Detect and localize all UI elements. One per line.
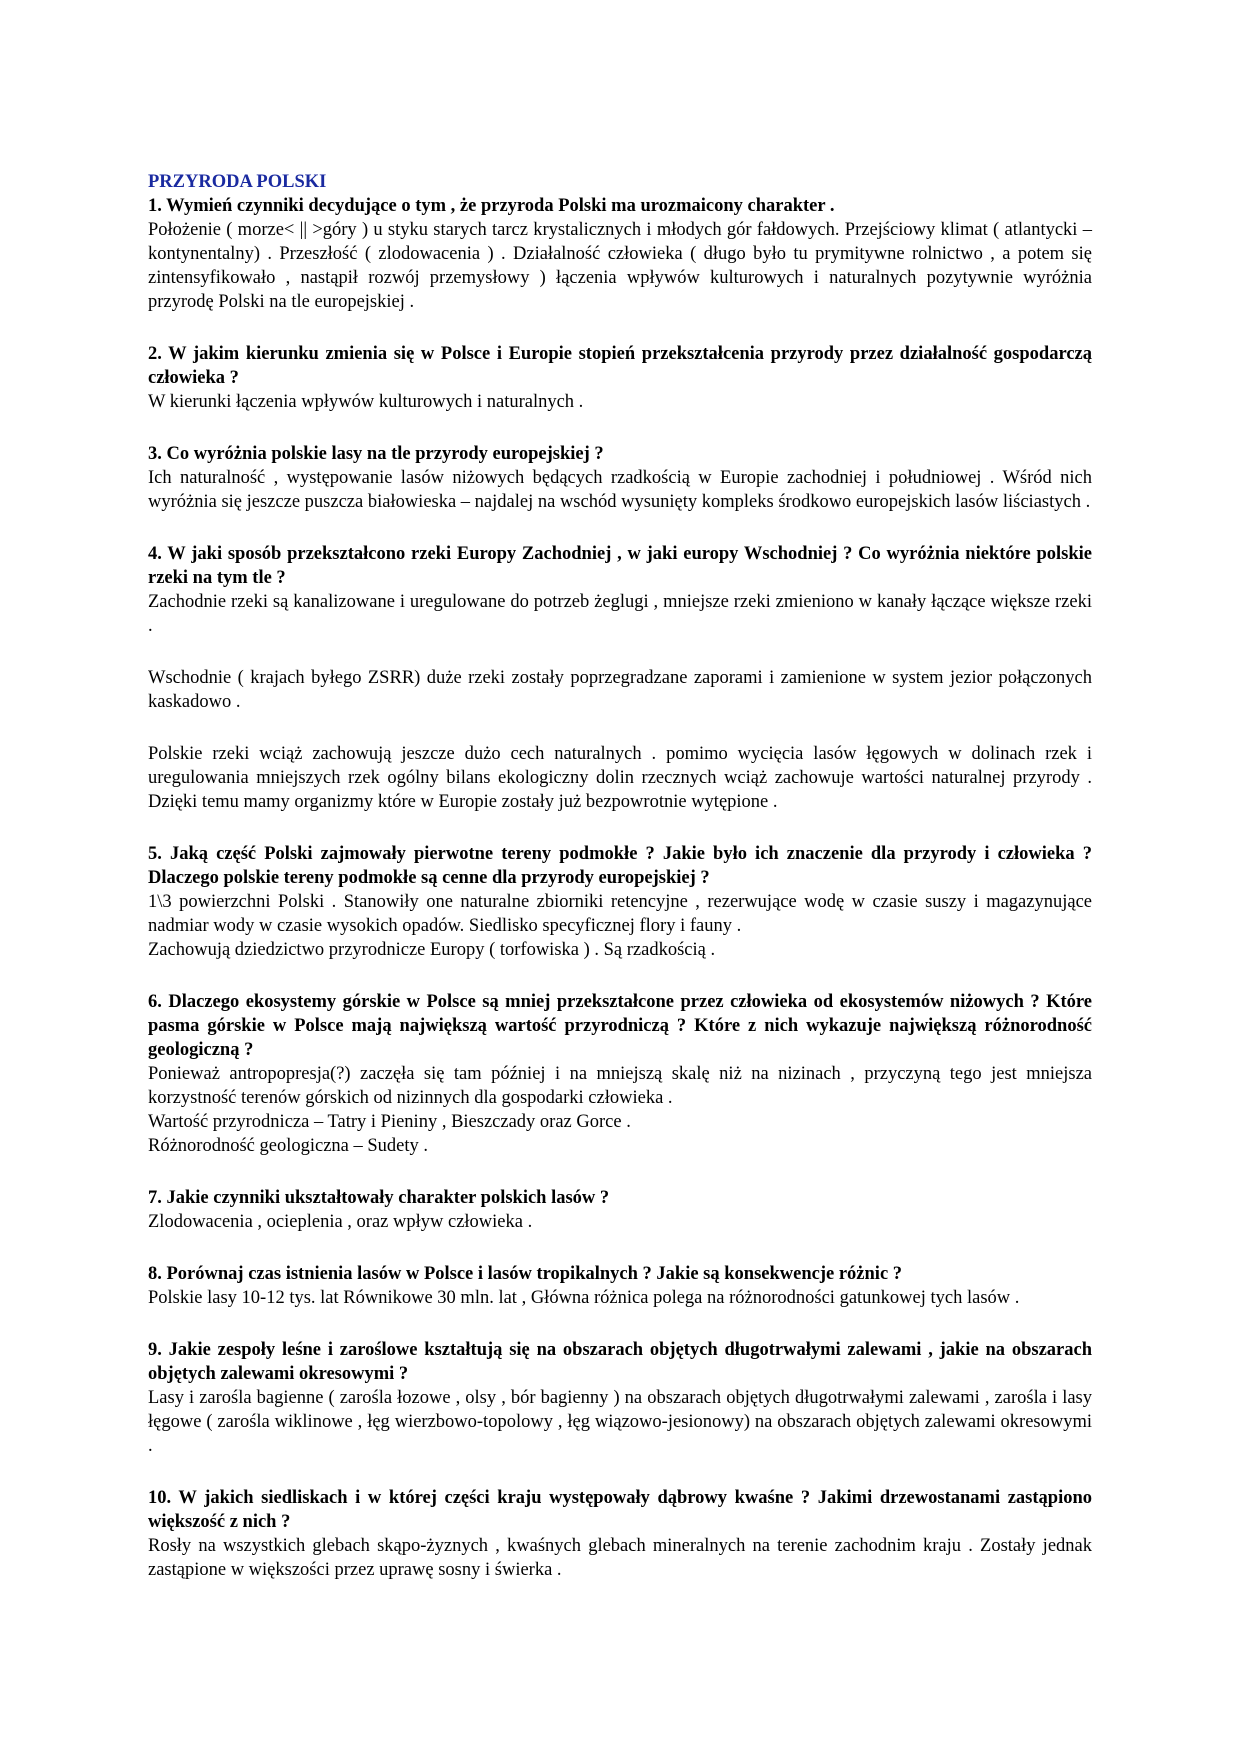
- answer-8: Polskie lasy 10-12 tys. lat Równikowe 30 mln. lat , Główna różnica polega na różnorodności gatunkowej tych lasów .: [148, 1288, 1020, 1308]
- question-6: 6. Dlaczego ekosystemy górskie w Polsce są mniej przekształcone przez człowieka od ekosystemów niżowych ? Które pasma górskie w Polsce mają największą wartość przyrodniczą ? Które z nich wykazuje największą różnorodność geologiczną ?: [148, 992, 1092, 1060]
- answer-4-west: Zachodnie rzeki są kanalizowane i uregulowane do potrzeb żeglugi , mniejsze rzeki zmieniono w kanały łączące większe rzeki .: [148, 592, 1092, 636]
- answer-1: Położenie ( morze< || >góry ) u styku starych tarcz krystalicznych i młodych gór fałdowych. Przejściowy klimat ( atlantycki – kontynentalny) . Przeszłość ( zlodowacenia ) . Działalność człowieka ( długo było tu prymitywne rolnictwo , a potem się zintensyfikowało , nastąpił rozwój przemysłowy ) łączenia wpływów kulturowych i naturalnych pozytywnie wyróżnia przyrodę Polski na tle europejskiej .: [148, 220, 1092, 312]
- answer-7: Zlodowacenia , ocieplenia , oraz wpływ człowieka .: [148, 1212, 533, 1232]
- answer-9: Lasy i zarośla bagienne ( zarośla łozowe , olsy , bór bagienny ) na obszarach objętych długotrwałymi zalewami , zarośla i lasy łęgowe ( zarośla wiklinowe , łęg wierzbowo-topolowy , łęg wiązowo-jesionowy) na obszarach objętych zalewami okresowymi .: [148, 1388, 1092, 1456]
- question-9: 9. Jakie zespoły leśne i zaroślowe kształtują się na obszarach objętych długotrwałymi zalewami , jakie na obszarach objętych zalewami okresowymi ?: [148, 1340, 1092, 1384]
- answer-5-part-1: 1\3 powierzchni Polski . Stanowiły one naturalne zbiorniki retencyjne , rezerwujące wodę w czasie suszy i magazynujące nadmiar wody w czasie wysokich opadów. Siedlisko specyficznej flory i fauny .: [148, 892, 1092, 936]
- question-2: 2. W jakim kierunku zmienia się w Polsce i Europie stopień przekształcenia przyrody przez działalność gospodarczą człowieka ?: [148, 344, 1092, 388]
- question-3: 3. Co wyróżnia polskie lasy na tle przyrody europejskiej ?: [148, 444, 604, 464]
- question-5: 5. Jaką część Polski zajmowały pierwotne tereny podmokłe ? Jakie było ich znaczenie dla przyrody i człowieka ? Dlaczego polskie tereny podmokłe są cenne dla przyrody europejskiej ?: [148, 844, 1092, 888]
- answer-6-part-2: Wartość przyrodnicza – Tatry i Pieniny , Bieszczady oraz Gorce .: [148, 1112, 631, 1132]
- document-page: [148, 170, 1092, 1582]
- question-10: 10. W jakich siedliskach i w której części kraju występowały dąbrowy kwaśne ? Jakimi drzewostanami zastąpiono większość z nich ?: [148, 1488, 1092, 1532]
- question-8: 8. Porównaj czas istnienia lasów w Polsce i lasów tropikalnych ? Jakie są konsekwencje różnic ?: [148, 1264, 903, 1284]
- answer-5-part-2: Zachowują dziedzictwo przyrodnicze Europy ( torfowiska ) . Są rzadkością .: [148, 940, 716, 960]
- answer-6-part-3: Różnorodność geologiczna – Sudety .: [148, 1136, 429, 1156]
- answer-4-poland: Polskie rzeki wciąż zachowują jeszcze dużo cech naturalnych . pomimo wycięcia lasów łęgowych w dolinach rzek i uregulowania mniejszych rzek ogólny bilans ekologiczny dolin rzecznych wciąż zachowuje wartości naturalnej przyrody . Dzięki temu mamy organizmy które w Europie zostały już bezpowrotnie wytępione .: [148, 744, 1092, 812]
- answer-4-east: Wschodnie ( krajach byłego ZSRR) duże rzeki zostały poprzegradzane zaporami i zamienione w system jezior połączonych kaskadowo .: [148, 668, 1092, 712]
- document-title: PRZYRODA POLSKI: [148, 172, 327, 192]
- question-7: 7. Jakie czynniki ukształtowały charakter polskich lasów ?: [148, 1188, 610, 1208]
- answer-6-part-1: Ponieważ antropopresja(?) zaczęła się tam później i na mniejszą skalę niż na nizinach , przyczyną tego jest mniejsza korzystność terenów górskich od nizinnych dla gospodarki człowieka .: [148, 1064, 1092, 1108]
- answer-10: Rosły na wszystkich glebach skąpo-żyznych , kwaśnych glebach mineralnych na terenie zachodnim kraju . Zostały jednak zastąpione w większości przez uprawę sosny i świerka .: [148, 1536, 1092, 1580]
- question-1: 1. Wymień czynniki decydujące o tym , że przyroda Polski ma urozmaicony charakter .: [148, 196, 835, 216]
- answer-2: W kierunki łączenia wpływów kulturowych i naturalnych .: [148, 392, 584, 412]
- question-4: 4. W jaki sposób przekształcono rzeki Europy Zachodniej , w jaki europy Wschodniej ? Co wyróżnia niektóre polskie rzeki na tym tle ?: [148, 544, 1092, 588]
- answer-3: Ich naturalność , występowanie lasów niżowych będących rzadkością w Europie zachodniej i południowej . Wśród nich wyróżnia się jeszcze puszcza białowieska – najdalej na wschód wysunięty kompleks środkowo europejskich lasów liściastych .: [148, 468, 1092, 512]
